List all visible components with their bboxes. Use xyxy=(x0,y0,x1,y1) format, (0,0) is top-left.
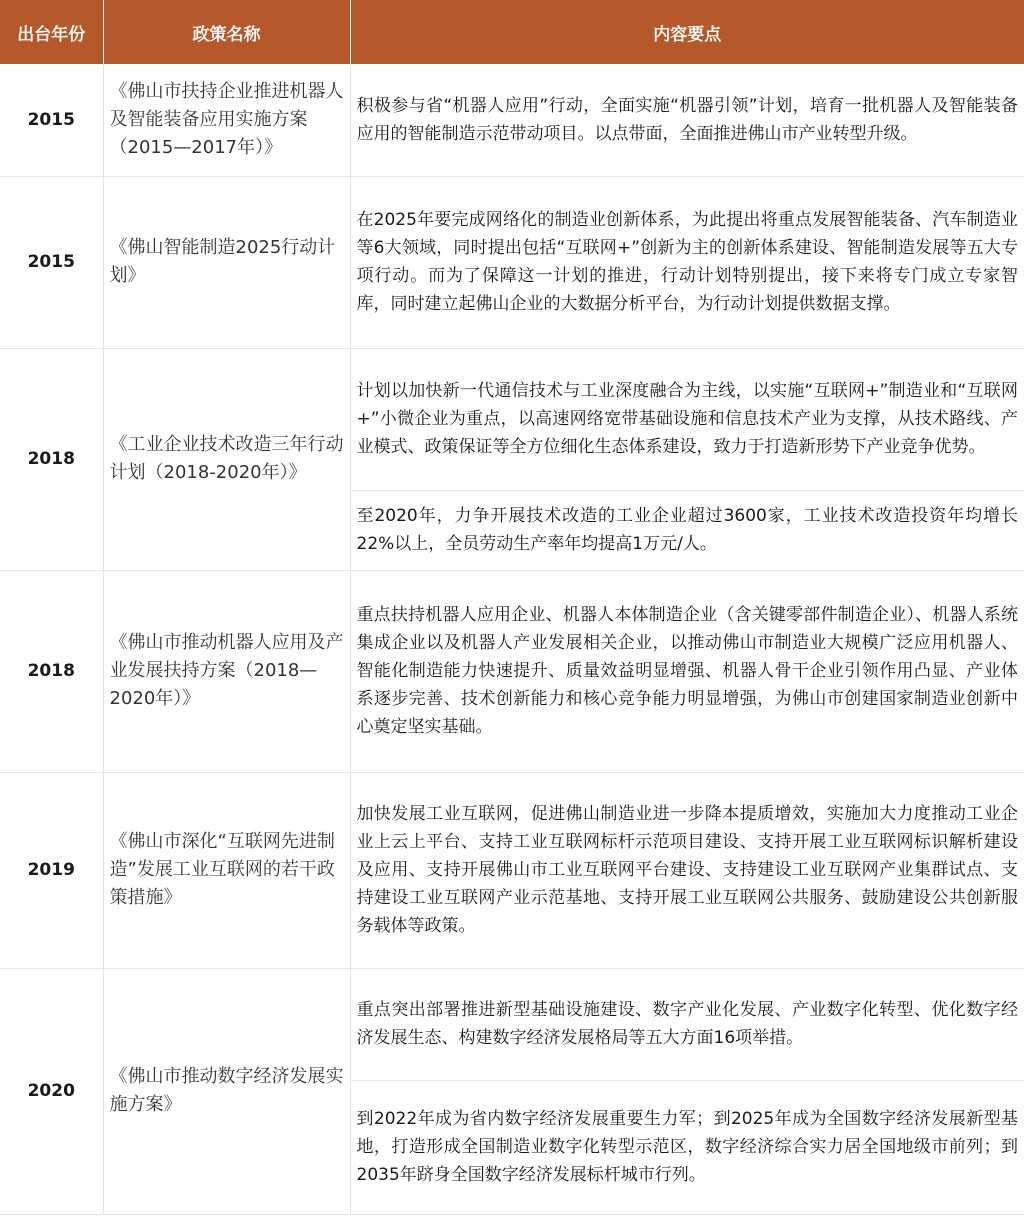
policy-content-target: 到2022年成为省内数字经济发展重要生力军；到2025年成为全国数字经济发展新型基地，打造形成全国制造业数字化转型示范区，数字经济综合实力居全国地级市前列；到2035年跻身全国数字经济发展标杆城市行列。 xyxy=(350,1080,1024,1214)
policy-content: 计划以加快新一代通信技术与工业深度融合为主线，以实施“互联网+”制造业和“互联网+”小微企业为重点，以高速网络宽带基础设施和信息技术产业为支撑，从技术路线、产业模式、政策保证等全方位细化生态体系建设，致力于打造新形势下产业竞争优势。 xyxy=(350,348,1024,490)
header-name: 政策名称 xyxy=(103,0,350,64)
table-row xyxy=(0,968,1024,1080)
policy-year: 2018 xyxy=(0,348,103,570)
header-content: 内容要点 xyxy=(350,0,1024,64)
policy-year: 2019 xyxy=(0,772,103,968)
policy-name: 《佛山市推动数字经济发展实施方案》 xyxy=(103,968,350,1214)
header-year: 出台年份 xyxy=(0,0,103,64)
policy-year: 2015 xyxy=(0,176,103,348)
policy-name: 《佛山市推动机器人应用及产业发展扶持方案（2018—2020年）》 xyxy=(103,570,350,772)
table-row xyxy=(0,64,1024,176)
policy-name: 《佛山市扶持企业推进机器人及智能装备应用实施方案（2015—2017年）》 xyxy=(103,64,350,176)
policy-content-target: 至2020年，力争开展技术改造的工业企业超过3600家，工业技术改造投资年均增长22%以上，全员劳动生产率年均提高1万元/人。 xyxy=(350,490,1024,570)
policy-name: 《工业企业技术改造三年行动计划（2018-2020年）》 xyxy=(103,348,350,570)
policy-year: 2018 xyxy=(0,570,103,772)
policy-content: 重点突出部署推进新型基础设施建设、数字产业化发展、产业数字化转型、优化数字经济发展生态、构建数字经济发展格局等五大方面16项举措。 xyxy=(350,968,1024,1080)
policy-year: 2020 xyxy=(0,968,103,1214)
policy-content: 积极参与省“机器人应用”行动，全面实施“机器引领”计划，培育一批机器人及智能装备应用的智能制造示范带动项目。以点带面，全面推进佛山市产业转型升级。 xyxy=(350,64,1024,176)
table-header-row xyxy=(0,0,1024,64)
table-row xyxy=(0,570,1024,772)
policy-content: 重点扶持机器人应用企业、机器人本体制造企业（含关键零部件制造企业）、机器人系统集成企业以及机器人产业发展相关企业，以推动佛山市制造业大规模广泛应用机器人、智能化制造能力快速提升、质量效益明显增强、机器人骨干企业引领作用凸显、产业体系逐步完善、技术创新能力和核心竞争能力明显增强，为佛山市创建国家制造业创新中心奠定坚实基础。 xyxy=(350,570,1024,772)
policy-content: 加快发展工业互联网，促进佛山制造业进一步降本提质增效，实施加大力度推动工业企业上云上平台、支持工业互联网标杆示范项目建设、支持开展工业互联网标识解析建设及应用、支持开展佛山市工业互联网平台建设、支持建设工业互联网产业集群试点、支持建设工业互联网产业示范基地、支持开展工业互联网公共服务、鼓励建设公共创新服务载体等政策。 xyxy=(350,772,1024,968)
table-row xyxy=(0,176,1024,348)
policy-name: 《佛山智能制造2025行动计划》 xyxy=(103,176,350,348)
policy-name: 《佛山市深化“互联网先进制造”发展工业互联网的若干政策措施》 xyxy=(103,772,350,968)
policy-content: 在2025年要完成网络化的制造业创新体系，为此提出将重点发展智能装备、汽车制造业等6大领域，同时提出包括“互联网+”创新为主的创新体系建设、智能制造发展等五大专项行动。而为了保障这一计划的推进，行动计划特别提出，接下来将专门成立专家智库，同时建立起佛山企业的大数据分析平台，为行动计划提供数据支撑。 xyxy=(350,176,1024,348)
policy-year: 2015 xyxy=(0,64,103,176)
table-row xyxy=(0,348,1024,490)
table-row xyxy=(0,772,1024,968)
